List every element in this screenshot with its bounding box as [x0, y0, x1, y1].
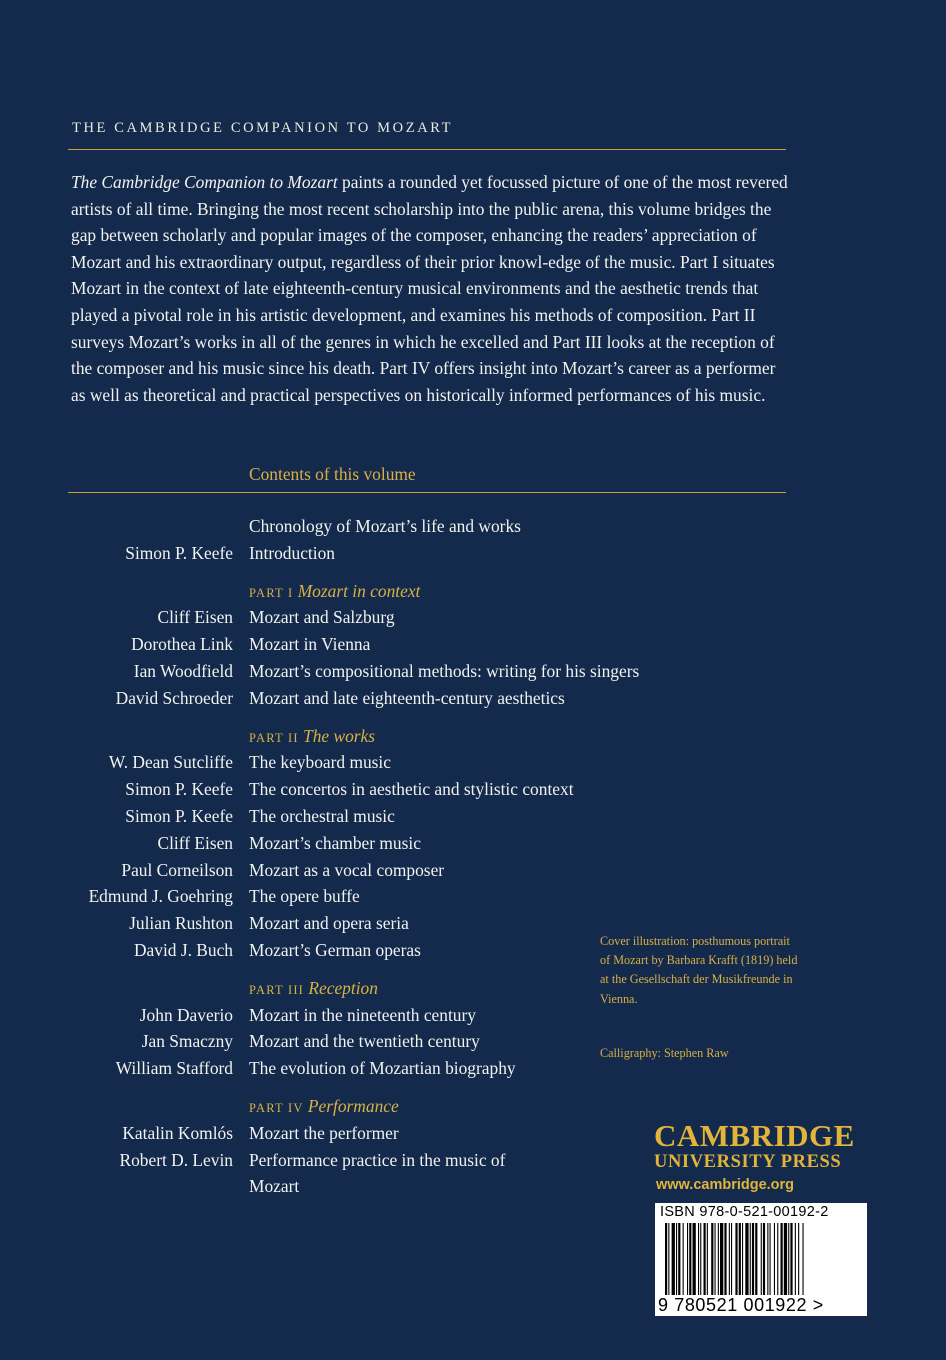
toc-author: Paul Corneilson: [121, 859, 233, 880]
toc-title: Mozart in the nineteenth century: [249, 1004, 476, 1025]
toc-row: [0, 1123, 700, 1149]
barcode-bar: [752, 1223, 754, 1295]
toc-title: Mozart’s German operas: [249, 940, 421, 960]
contents-rule: [68, 492, 786, 493]
barcode-bar: [781, 1223, 783, 1295]
toc-author: W. Dean Sutcliffe: [108, 752, 233, 773]
series-title: THE CAMBRIDGE COMPANION TO MOZART: [72, 120, 454, 136]
toc-title: Mozart: [249, 1176, 300, 1197]
toc-author: John Daverio: [139, 1004, 233, 1025]
toc-title: The orchestral music: [249, 806, 395, 826]
toc-author: Dorothea Link: [131, 634, 233, 655]
toc-author: Edmund J. Goehring: [88, 886, 233, 907]
barcode-bar: [729, 1223, 730, 1295]
toc-title: Mozart’s chamber music: [249, 832, 421, 853]
barcode-bar: [774, 1223, 775, 1295]
part-heading: [249, 726, 375, 747]
barcode-box: [655, 1203, 867, 1316]
part-name: Performance: [307, 1096, 399, 1116]
toc-title: Mozart as a vocal composer: [249, 859, 445, 880]
part-heading: [249, 1096, 399, 1117]
barcode-bar: [735, 1223, 737, 1295]
barcode-bar: [763, 1223, 765, 1295]
barcode-bar: [698, 1223, 699, 1295]
toc-title: Mozart the performer: [249, 1122, 399, 1143]
toc-author: Simon P. Keefe: [125, 779, 233, 800]
toc-author: Cliff Eisen: [157, 607, 233, 628]
toc-row: [0, 886, 700, 912]
barcode-bar: [672, 1223, 675, 1295]
publisher-line1: CAMBRIDGE: [654, 1118, 855, 1153]
barcode-bar: [767, 1223, 768, 1295]
toc-author: Julian Rushton: [129, 913, 233, 934]
part-label: PART III: [249, 982, 305, 997]
barcode-bar: [704, 1223, 706, 1295]
blurb: [71, 169, 791, 408]
toc-row: [0, 1031, 700, 1057]
toc-row: [0, 1005, 700, 1031]
toc-row: [0, 860, 700, 886]
toc-row: [0, 607, 700, 633]
blurb-text: paints a rounded yet focussed picture of one of the most revered artists of all time. Bringing the most recent scholarship into the public arena, this volume bridges the gap between scholarly and popular images of the composer, enhancing the readers’ appreciation of Mozart and his extraordinary output, regardless of their prior knowl-edge of the music. Part I situates Mozart in the context of late eighteenth-century musical environments and the aesthetic trends that played a pivotal role in his artistic development, and examines his methods of composition. Part II surveys Mozart’s works in all of the genres in which he excelled and Part III looks at the reception of the composer and his music since his death. Part IV offers insight into Mozart’s career as a performer as well as theoretical and practical perspectives on historically informed performances of his music.: [71, 172, 788, 405]
barcode-digits: 9 780521 001922 >: [658, 1295, 824, 1315]
toc-row: [0, 1176, 700, 1202]
toc-author: Jan Smaczny: [141, 1031, 233, 1052]
part-name: The works: [303, 725, 376, 746]
publisher-logo: [654, 1120, 855, 1172]
toc-title: The keyboard music: [249, 752, 391, 773]
toc-row: [0, 543, 700, 569]
toc-title: Mozart and the twentieth century: [249, 1031, 480, 1052]
barcode-bar: [687, 1223, 688, 1295]
barcode-bar: [790, 1223, 792, 1295]
part-name: Reception: [308, 977, 378, 998]
toc-row: [0, 779, 700, 805]
toc-row: [0, 913, 700, 939]
barcode-bar: [724, 1223, 726, 1295]
toc-row: [0, 661, 700, 687]
toc-author: David Schroeder: [115, 687, 233, 708]
barcode-bar: [750, 1223, 751, 1295]
toc-author: Simon P. Keefe: [125, 542, 233, 563]
toc-row: [0, 806, 700, 832]
isbn-text: ISBN 978-0-521-00192-2: [660, 1204, 829, 1220]
toc-row: [0, 1150, 700, 1176]
toc-title: Chronology of Mozart’s life and works: [249, 516, 521, 536]
toc-title: Mozart and opera seria: [249, 913, 409, 934]
toc-row: [0, 516, 700, 542]
part-name: Mozart in context: [297, 580, 421, 601]
barcode-bar: [739, 1223, 741, 1295]
barcode-bar: [720, 1223, 723, 1295]
barcode-bar: [718, 1223, 719, 1295]
toc-row: [0, 1058, 700, 1084]
toc-title: Mozart’s compositional methods: writing for his singers: [249, 661, 640, 681]
toc-title: Mozart in Vienna: [249, 634, 371, 655]
calligraphy-credit: Calligraphy: Stephen Raw: [600, 1046, 729, 1060]
publisher-url: www.cambridge.org: [656, 1177, 795, 1193]
toc-author: Cliff Eisen: [157, 832, 233, 853]
toc-author: Robert D. Levin: [119, 1149, 233, 1170]
barcode-bar: [700, 1223, 701, 1295]
toc-title: Introduction: [249, 542, 335, 563]
barcode-bar: [761, 1223, 762, 1295]
barcode-icon: [665, 1223, 859, 1295]
barcode-bar: [715, 1223, 716, 1295]
toc-author: David J. Buch: [133, 940, 233, 960]
toc-title: Performance practice in the music of: [249, 1149, 506, 1170]
barcode-bar: [678, 1223, 680, 1295]
toc-title: Mozart and Salzburg: [249, 607, 395, 628]
part-label: PART II: [249, 730, 299, 745]
barcode-bar: [803, 1223, 804, 1295]
toc-row: [0, 752, 700, 778]
barcode-bar: [665, 1223, 667, 1295]
part-label: PART I: [249, 585, 294, 600]
contents-heading: Contents of this volume: [249, 464, 416, 484]
toc-title: The opere buffe: [249, 886, 360, 907]
barcode-bar: [676, 1223, 677, 1295]
barcode-bar: [770, 1223, 771, 1295]
barcode-bar: [798, 1223, 799, 1295]
toc-author: Ian Woodfield: [133, 661, 233, 681]
barcode-bar: [683, 1223, 684, 1295]
toc-title: The concertos in aesthetic and stylistic context: [249, 779, 574, 800]
toc-author: William Stafford: [115, 1058, 233, 1079]
publisher-line2: UNIVERSITY PRESS: [654, 1152, 842, 1172]
part-heading: [249, 581, 420, 602]
barcode-bar: [711, 1223, 713, 1295]
barcode-bar: [689, 1223, 691, 1295]
barcode-bar: [755, 1223, 757, 1295]
toc-author: Katalin Komlós: [122, 1122, 233, 1143]
toc-row: [0, 634, 700, 660]
cover-note: Cover illustration: posthumous portrait of Mozart by Barbara Krafft (1819) held at the Gesellschaft der Musikfreunde in Vienna.: [600, 934, 798, 1006]
barcode-bar: [668, 1223, 669, 1295]
barcode-bar: [731, 1223, 732, 1295]
barcode-bar: [795, 1223, 796, 1295]
barcode-bar: [707, 1223, 708, 1295]
toc-author: Simon P. Keefe: [125, 806, 233, 826]
barcode-bar: [777, 1223, 778, 1295]
blurb-book-title: The Cambridge Companion to Mozart: [71, 172, 338, 192]
barcode-bar: [788, 1223, 789, 1295]
toc-title: The evolution of Mozartian biography: [249, 1058, 516, 1079]
toc-title: Mozart and late eighteenth-century aesthetics: [249, 687, 565, 708]
toc-row: [0, 688, 700, 714]
top-rule: [68, 149, 786, 150]
barcode-bar: [745, 1223, 748, 1295]
part-label: PART IV: [249, 1101, 304, 1115]
barcode-bar: [784, 1223, 787, 1295]
toc-row: [0, 940, 700, 966]
barcode-bar: [693, 1223, 696, 1295]
toc-row: [0, 833, 700, 859]
part-heading: [249, 978, 378, 999]
barcode-bar: [742, 1223, 743, 1295]
